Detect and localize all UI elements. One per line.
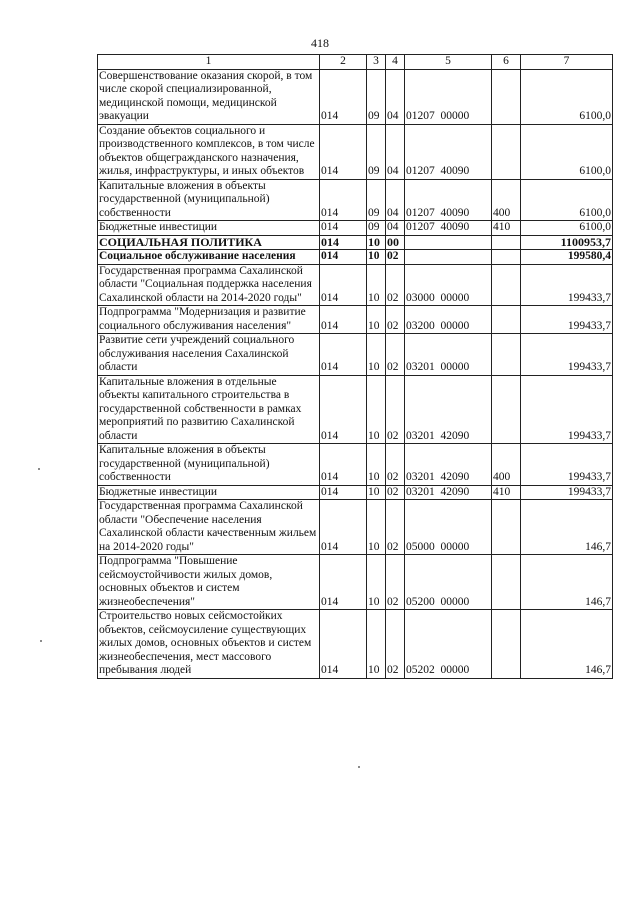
row-code: 014 [320,235,367,250]
row-subsection: 02 [386,610,405,679]
row-name: Капитальные вложения в объекты государственной (муниципальной) собственности [98,444,320,486]
row-code: 014 [320,610,367,679]
row-section: 09 [367,124,386,179]
row-amount: 199433,7 [521,264,613,306]
row-code: 014 [320,500,367,555]
row-section: 10 [367,306,386,334]
row-amount: 199433,7 [521,306,613,334]
row-code: 014 [320,375,367,444]
row-expense-type [492,69,521,124]
row-target-article: 03200 00000 [405,306,492,334]
table-row [98,444,613,486]
row-subsection: 02 [386,264,405,306]
row-expense-type [492,250,521,265]
row-expense-type [492,375,521,444]
row-section: 09 [367,221,386,236]
row-name: Бюджетные инвестиции [98,221,320,236]
row-subsection: 02 [386,485,405,500]
scan-speck [40,640,42,642]
row-expense-type: 410 [492,485,521,500]
row-amount: 1100953,7 [521,235,613,250]
table-row [98,264,613,306]
row-name: Развитие сети учреждений социального обслуживания населения Сахалинской области [98,334,320,376]
row-name: Подпрограмма "Модернизация и развитие социального обслуживания населения" [98,306,320,334]
row-subsection: 04 [386,124,405,179]
row-code: 014 [320,485,367,500]
row-code: 014 [320,221,367,236]
row-amount: 199433,7 [521,375,613,444]
table-row [98,500,613,555]
row-name: Государственная программа Сахалинской области "Обеспечение населения Сахалинской области качественным жильем на 2014-2020 годы" [98,500,320,555]
row-subsection: 04 [386,179,405,221]
row-target-article: 03201 42090 [405,375,492,444]
row-expense-type [492,306,521,334]
row-subsection: 02 [386,306,405,334]
row-amount: 199433,7 [521,334,613,376]
row-section: 10 [367,500,386,555]
row-name: Строительство новых сейсмостойких объектов, сейсмоусиление существующих жилых домов, основных объектов и систем жизнеобеспечения, мест массового пребывания людей [98,610,320,679]
row-name: Подпрограмма "Повышение сейсмоустойчивости жилых домов, основных объектов и систем жизнеобеспечения" [98,555,320,610]
row-section: 10 [367,334,386,376]
row-subsection: 00 [386,235,405,250]
table-row [98,306,613,334]
row-code: 014 [320,334,367,376]
row-subsection: 02 [386,375,405,444]
table-row [98,610,613,679]
table-row-section-heading [98,235,613,250]
row-target-article: 05000 00000 [405,500,492,555]
row-subsection: 04 [386,69,405,124]
row-code: 014 [320,179,367,221]
budget-table [97,54,613,679]
row-expense-type [492,124,521,179]
row-target-article: 03201 42090 [405,485,492,500]
header-col-7: 7 [521,55,613,70]
table-row [98,375,613,444]
row-section: 10 [367,235,386,250]
row-target-article: 05202 00000 [405,610,492,679]
row-amount: 199433,7 [521,485,613,500]
row-name: Государственная программа Сахалинской области "Социальная поддержка населения Сахалинской области на 2014-2020 годы" [98,264,320,306]
table-row [98,555,613,610]
row-name: Создание объектов социального и производственного комплексов, в том числе объектов общегражданского назначения, жилья, инфраструктуры, и иных объектов [98,124,320,179]
row-amount: 6100,0 [521,124,613,179]
table-row [98,221,613,236]
row-amount: 199433,7 [521,444,613,486]
row-section: 10 [367,264,386,306]
row-section: 10 [367,375,386,444]
row-code: 014 [320,306,367,334]
row-target-article: 01207 40090 [405,124,492,179]
row-code: 014 [320,250,367,265]
table-row [98,334,613,376]
row-target-article: 03000 00000 [405,264,492,306]
row-expense-type [492,334,521,376]
header-col-5: 5 [405,55,492,70]
row-amount: 146,7 [521,555,613,610]
row-section: 10 [367,555,386,610]
row-target-article [405,250,492,265]
row-target-article: 05200 00000 [405,555,492,610]
row-subsection: 02 [386,500,405,555]
header-col-2: 2 [320,55,367,70]
row-subsection: 02 [386,334,405,376]
row-name: Социальное обслуживание населения [98,250,320,265]
row-code: 014 [320,124,367,179]
table-row [98,179,613,221]
table-row [98,485,613,500]
row-name: Совершенствование оказания скорой, в том числе скорой специализированной, медицинской помощи, медицинской эвакуации [98,69,320,124]
row-amount: 146,7 [521,610,613,679]
row-target-article: 01207 40090 [405,179,492,221]
row-section: 09 [367,179,386,221]
row-target-article: 01207 00000 [405,69,492,124]
row-code: 014 [320,444,367,486]
row-subsection: 04 [386,221,405,236]
row-expense-type: 400 [492,444,521,486]
page-number: 418 [311,36,329,50]
row-subsection: 02 [386,250,405,265]
row-name: СОЦИАЛЬНАЯ ПОЛИТИКА [98,235,320,250]
row-name: Капитальные вложения в отдельные объекты капитального строительства в государственной собственности в рамках мероприятий по развитию Сахалинской области [98,375,320,444]
row-target-article: 03201 42090 [405,444,492,486]
row-target-article [405,235,492,250]
row-expense-type: 410 [492,221,521,236]
row-section: 10 [367,610,386,679]
header-col-3: 3 [367,55,386,70]
row-name: Бюджетные инвестиции [98,485,320,500]
row-amount: 6100,0 [521,221,613,236]
row-subsection: 02 [386,444,405,486]
table-header-row [98,55,613,70]
row-subsection: 02 [386,555,405,610]
row-name: Капитальные вложения в объекты государственной (муниципальной) собственности [98,179,320,221]
row-expense-type [492,555,521,610]
row-code: 014 [320,555,367,610]
row-amount: 6100,0 [521,179,613,221]
scan-speck [38,468,40,470]
table-row [98,69,613,124]
row-code: 014 [320,69,367,124]
row-amount: 199580,4 [521,250,613,265]
header-col-1: 1 [98,55,320,70]
row-section: 10 [367,250,386,265]
row-section: 09 [367,69,386,124]
header-col-4: 4 [386,55,405,70]
row-expense-type [492,235,521,250]
table-row-subsection-heading [98,250,613,265]
header-col-6: 6 [492,55,521,70]
row-target-article: 01207 40090 [405,221,492,236]
table-row [98,124,613,179]
row-expense-type [492,500,521,555]
row-target-article: 03201 00000 [405,334,492,376]
row-section: 10 [367,485,386,500]
row-expense-type: 400 [492,179,521,221]
row-code: 014 [320,264,367,306]
row-expense-type [492,610,521,679]
scan-speck [358,766,360,768]
row-expense-type [492,264,521,306]
row-amount: 146,7 [521,500,613,555]
row-section: 10 [367,444,386,486]
row-amount: 6100,0 [521,69,613,124]
